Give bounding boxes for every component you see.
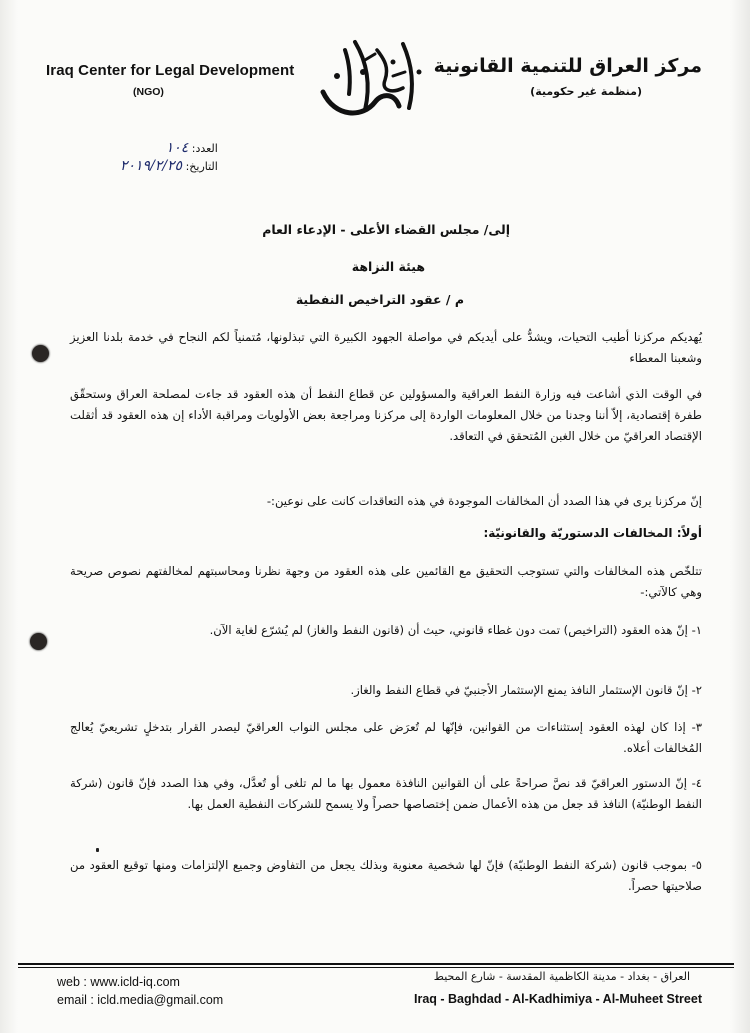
list-item: ٣- إذا كان لهذه العقود إستثناءات من القوانين، فإنّها لم تُعرَض على مجلس النواب العراقيّ ليصدر القرار بتدخلٍ تشريعيّ يُعالج المُخالفات أعلاه. bbox=[70, 720, 702, 755]
subject-line: م / عقود التراخيص النفطية bbox=[295, 292, 464, 307]
org-type-ar: (منظمة غير حكومية) bbox=[530, 85, 642, 98]
number-label: العدد: bbox=[191, 142, 218, 155]
list-item: ٤- إنّ الدستور العراقيّ قد نصَّ صراحةً على أن القوانين النافذة معمول بها ما لم تلغى أو تُعدَّل، وفي هذا الصدد فإنّ قانون (شركة النفط الوطنيّة) النافذ قد جعل من هذه الأعمال ضمن إختصاصها حصراً ولا يسمح للشركات النفطية العمل بها. bbox=[70, 776, 702, 811]
paragraph-intro: في الوقت الذي أشاعت فيه وزارة النفط العراقية والمسؤولين عن قطاع النفط أن هذه العقود قد جاءت لمصلحة العراق وستحقّق طفرة إقتصادية، إلاّ أننا وجدنا من خلال المعلومات الواردة إلى مركزنا ومراجعة بعض الأولويات ومراقبة الأداء إن هذه العقود قد أثقلت الإقتصاد العراقيّ من خلال الغبن المُتحقق في التعاقد. bbox=[70, 387, 702, 443]
list-item: ٢- إنّ قانون الإستثمار النافذ يمنع الإستثمار الأجنبيّ في قطاع النفط والغاز. bbox=[350, 683, 702, 697]
paragraph-section: تتلخّص هذه المخالفات والتي تستوجب التحقيق مع القائمين على هذه العقود من وجهة نظرنا ومحاسبتهم لمخالفتهم نصوص صريحة وهي كالآتي:- bbox=[70, 564, 702, 599]
footer-divider bbox=[18, 963, 734, 965]
punch-hole bbox=[32, 345, 49, 362]
footer-address-ar: العراق - بغداد - مدينة الكاظمية المقدسة - شارع المحيط bbox=[433, 970, 690, 983]
org-name-en: Iraq Center for Legal Development bbox=[46, 62, 295, 79]
list-item: ٥- بموجب قانون (شركة النفط الوطنيّة) فإنّ لها شخصية معنوية وبذلك يجعل من التفاوض وجميع الإلتزامات ومنها توقيع العقود من صلاحيتها حصراً. bbox=[70, 858, 702, 893]
section-heading: أولاً: المخالفات الدستوريّة والقانونيّة: bbox=[483, 526, 702, 540]
date-label: التاريخ: bbox=[185, 160, 218, 173]
footer-email: email : icld.media@gmail.com bbox=[57, 993, 224, 1007]
date-value: ٢٠١٩/٢/٢٥ bbox=[120, 158, 183, 174]
footer-web: web : www.icld-iq.com bbox=[57, 975, 180, 989]
footer-divider bbox=[18, 967, 734, 968]
recipient-line-2: هيئة النزاهة bbox=[351, 259, 425, 274]
document-meta bbox=[120, 140, 218, 176]
calligraphy-logo-icon bbox=[315, 32, 430, 122]
punch-hole bbox=[30, 633, 47, 650]
footer-address-en: Iraq - Baghdad - Al-Kadhimiya - Al-Muheet Street bbox=[414, 992, 702, 1006]
footer-contact bbox=[57, 973, 223, 1009]
list-item: ١- إنّ هذه العقود (التراخيص) تمت دون غطاء قانوني، حيث أن (قانون النفط والغاز) لم يُشرّع لغاية الآن. bbox=[209, 623, 702, 637]
recipient-line: إلى/ مجلس القضاء الأعلى - الإدعاء العام bbox=[262, 222, 510, 237]
org-type-en: (NGO) bbox=[133, 86, 164, 98]
ink-speck bbox=[96, 848, 99, 852]
number-value: ١٠٤ bbox=[165, 140, 189, 156]
org-name-ar: مركز العراق للتنمية القانونية bbox=[433, 55, 702, 77]
paragraph-summary: إنّ مركزنا يرى في هذا الصدد أن المخالفات الموجودة في هذه التعاقدات كانت على نوعين:- bbox=[266, 494, 702, 508]
paragraph-greeting: يُهديكم مركزنا أطيب التحيات، ويشدُّ على أيديكم في مواصلة الجهود الكبيرة التي تبذلونها، مُتمنياً لكم النجاح في خدمة بلدنا العزيز وشعبنا المعطاء bbox=[70, 330, 702, 365]
